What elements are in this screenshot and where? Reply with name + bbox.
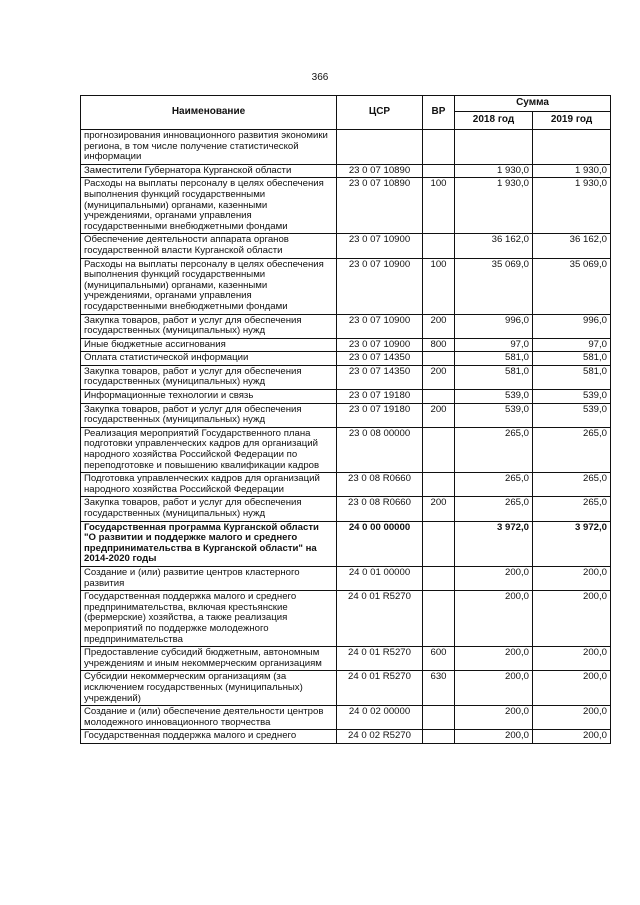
header-2019: 2019 год [533,112,611,130]
row-vr: 600 [423,647,455,671]
row-csr: 23 0 08 R0660 [337,497,423,521]
header-vr: ВР [423,96,455,130]
table-row [81,473,611,497]
table-row [81,178,611,234]
table-row [81,521,611,566]
row-sum-2019: 200,0 [533,706,611,730]
row-csr: 23 0 07 10900 [337,258,423,314]
row-sum-2018: 200,0 [455,706,533,730]
row-vr [423,352,455,366]
row-sum-2019: 3 972,0 [533,521,611,566]
table-row [81,338,611,352]
row-csr: 23 0 07 14350 [337,365,423,389]
row-vr [423,130,455,165]
table-row [81,706,611,730]
row-csr: 23 0 08 00000 [337,427,423,472]
row-name: Закупка товаров, работ и услуг для обеспечения государственных (муниципальных) нужд [81,497,337,521]
row-name: Закупка товаров, работ и услуг для обеспечения государственных (муниципальных) нужд [81,314,337,338]
row-sum-2018: 265,0 [455,473,533,497]
row-vr [423,521,455,566]
header-name: Наименование [81,96,337,130]
table-row [81,130,611,165]
row-sum-2019 [533,130,611,165]
row-csr: 24 0 01 R5270 [337,647,423,671]
row-sum-2019: 200,0 [533,730,611,744]
row-sum-2018: 200,0 [455,647,533,671]
row-vr [423,566,455,590]
header-csr: ЦСР [337,96,423,130]
table-row [81,258,611,314]
row-name: Государственная поддержка малого и среднего предпринимательства, включая крестьянские (фермерские) хозяйства, а также реализация мероприятий по поддержке молодежного предпринимательства [81,591,337,647]
row-vr [423,234,455,258]
row-sum-2018 [455,130,533,165]
row-csr: 23 0 07 19180 [337,390,423,404]
row-name: Информационные технологии и связь [81,390,337,404]
row-sum-2019: 265,0 [533,473,611,497]
row-csr [337,130,423,165]
row-name: Предоставление субсидий бюджетным, автономным учреждениям и иным некоммерческим организациям [81,647,337,671]
row-csr: 23 0 07 10900 [337,338,423,352]
row-vr [423,706,455,730]
row-csr: 24 0 01 R5270 [337,671,423,706]
row-vr: 800 [423,338,455,352]
row-sum-2018: 200,0 [455,730,533,744]
row-sum-2018: 35 069,0 [455,258,533,314]
table-row [81,730,611,744]
row-name: Государственная программа Курганской области "О развитии и поддержке малого и среднего предпринимательства в Курганской области" на 2014-2020 годы [81,521,337,566]
row-csr: 24 0 02 00000 [337,706,423,730]
row-vr [423,730,455,744]
row-sum-2018: 539,0 [455,390,533,404]
row-csr: 23 0 07 10890 [337,164,423,178]
row-sum-2018: 3 972,0 [455,521,533,566]
row-name: Расходы на выплаты персоналу в целях обеспечения выполнения функций государственными (муниципальными) органами, казенными учреждениями, органами управления государственными внебюджетными фондами [81,178,337,234]
row-name: Государственная поддержка малого и среднего [81,730,337,744]
table-row [81,164,611,178]
row-vr [423,427,455,472]
table-row [81,234,611,258]
row-sum-2018: 200,0 [455,566,533,590]
table-row [81,671,611,706]
row-vr [423,164,455,178]
row-name: Закупка товаров, работ и услуг для обеспечения государственных (муниципальных) нужд [81,365,337,389]
row-vr: 100 [423,178,455,234]
row-name: Расходы на выплаты персоналу в целях обеспечения выполнения функций государственными (муниципальными) органами, казенными учреждениями, органами управления государственными внебюджетными фондами [81,258,337,314]
row-csr: 23 0 08 R0660 [337,473,423,497]
row-name: Закупка товаров, работ и услуг для обеспечения государственных (муниципальных) нужд [81,403,337,427]
table-row [81,497,611,521]
row-vr: 200 [423,314,455,338]
row-name: Реализация мероприятий Государственного плана подготовки управленческих кадров для организаций народного хозяйства Российской Федерации по переподготовке и повышению квалификации кадров [81,427,337,472]
table-row [81,427,611,472]
row-name: Подготовка управленческих кадров для организаций народного хозяйства Российской Федерации [81,473,337,497]
row-sum-2018: 265,0 [455,497,533,521]
row-sum-2018: 539,0 [455,403,533,427]
row-vr [423,473,455,497]
row-vr: 200 [423,365,455,389]
row-sum-2019: 200,0 [533,566,611,590]
row-csr: 24 0 01 00000 [337,566,423,590]
table-row [81,390,611,404]
row-csr: 23 0 07 10900 [337,314,423,338]
table-row [81,365,611,389]
row-sum-2019: 581,0 [533,352,611,366]
row-csr: 23 0 07 14350 [337,352,423,366]
row-name: Создание и (или) обеспечение деятельности центров молодежного инновационного творчества [81,706,337,730]
row-csr: 23 0 07 19180 [337,403,423,427]
table-row [81,566,611,590]
row-sum-2018: 36 162,0 [455,234,533,258]
row-sum-2019: 1 930,0 [533,178,611,234]
row-sum-2019: 996,0 [533,314,611,338]
header-sum: Сумма [455,96,611,112]
row-sum-2019: 539,0 [533,390,611,404]
row-sum-2019: 200,0 [533,591,611,647]
row-vr: 100 [423,258,455,314]
row-name: прогнозирования инновационного развития экономики региона, в том числе получение статистической информации [81,130,337,165]
table-row [81,314,611,338]
row-sum-2019: 539,0 [533,403,611,427]
row-csr: 23 0 07 10900 [337,234,423,258]
row-sum-2018: 1 930,0 [455,178,533,234]
row-name: Субсидии некоммерческим организациям (за исключением государственных (муниципальных) учреждений) [81,671,337,706]
row-name: Заместители Губернатора Курганской области [81,164,337,178]
row-sum-2019: 1 930,0 [533,164,611,178]
budget-table [80,95,611,744]
table-row [81,647,611,671]
row-vr: 630 [423,671,455,706]
row-sum-2018: 581,0 [455,365,533,389]
row-sum-2019: 581,0 [533,365,611,389]
row-csr: 24 0 02 R5270 [337,730,423,744]
header-2018: 2018 год [455,112,533,130]
table-row [81,591,611,647]
row-vr: 200 [423,497,455,521]
row-sum-2019: 36 162,0 [533,234,611,258]
row-sum-2018: 200,0 [455,591,533,647]
row-csr: 23 0 07 10890 [337,178,423,234]
row-sum-2018: 996,0 [455,314,533,338]
row-csr: 24 0 01 R5270 [337,591,423,647]
row-sum-2018: 200,0 [455,671,533,706]
row-sum-2018: 97,0 [455,338,533,352]
page-number: 366 [311,72,329,83]
row-sum-2019: 35 069,0 [533,258,611,314]
row-sum-2018: 581,0 [455,352,533,366]
row-csr: 24 0 00 00000 [337,521,423,566]
row-sum-2019: 265,0 [533,427,611,472]
table-row [81,352,611,366]
row-sum-2018: 1 930,0 [455,164,533,178]
row-name: Обеспечение деятельности аппарата органов государственной власти Курганской области [81,234,337,258]
row-vr [423,390,455,404]
row-sum-2019: 200,0 [533,647,611,671]
row-sum-2019: 200,0 [533,671,611,706]
row-vr: 200 [423,403,455,427]
row-vr [423,591,455,647]
row-sum-2019: 97,0 [533,338,611,352]
row-sum-2019: 265,0 [533,497,611,521]
row-name: Оплата статистической информации [81,352,337,366]
row-name: Иные бюджетные ассигнования [81,338,337,352]
row-sum-2018: 265,0 [455,427,533,472]
table-row [81,403,611,427]
row-name: Создание и (или) развитие центров кластерного развития [81,566,337,590]
